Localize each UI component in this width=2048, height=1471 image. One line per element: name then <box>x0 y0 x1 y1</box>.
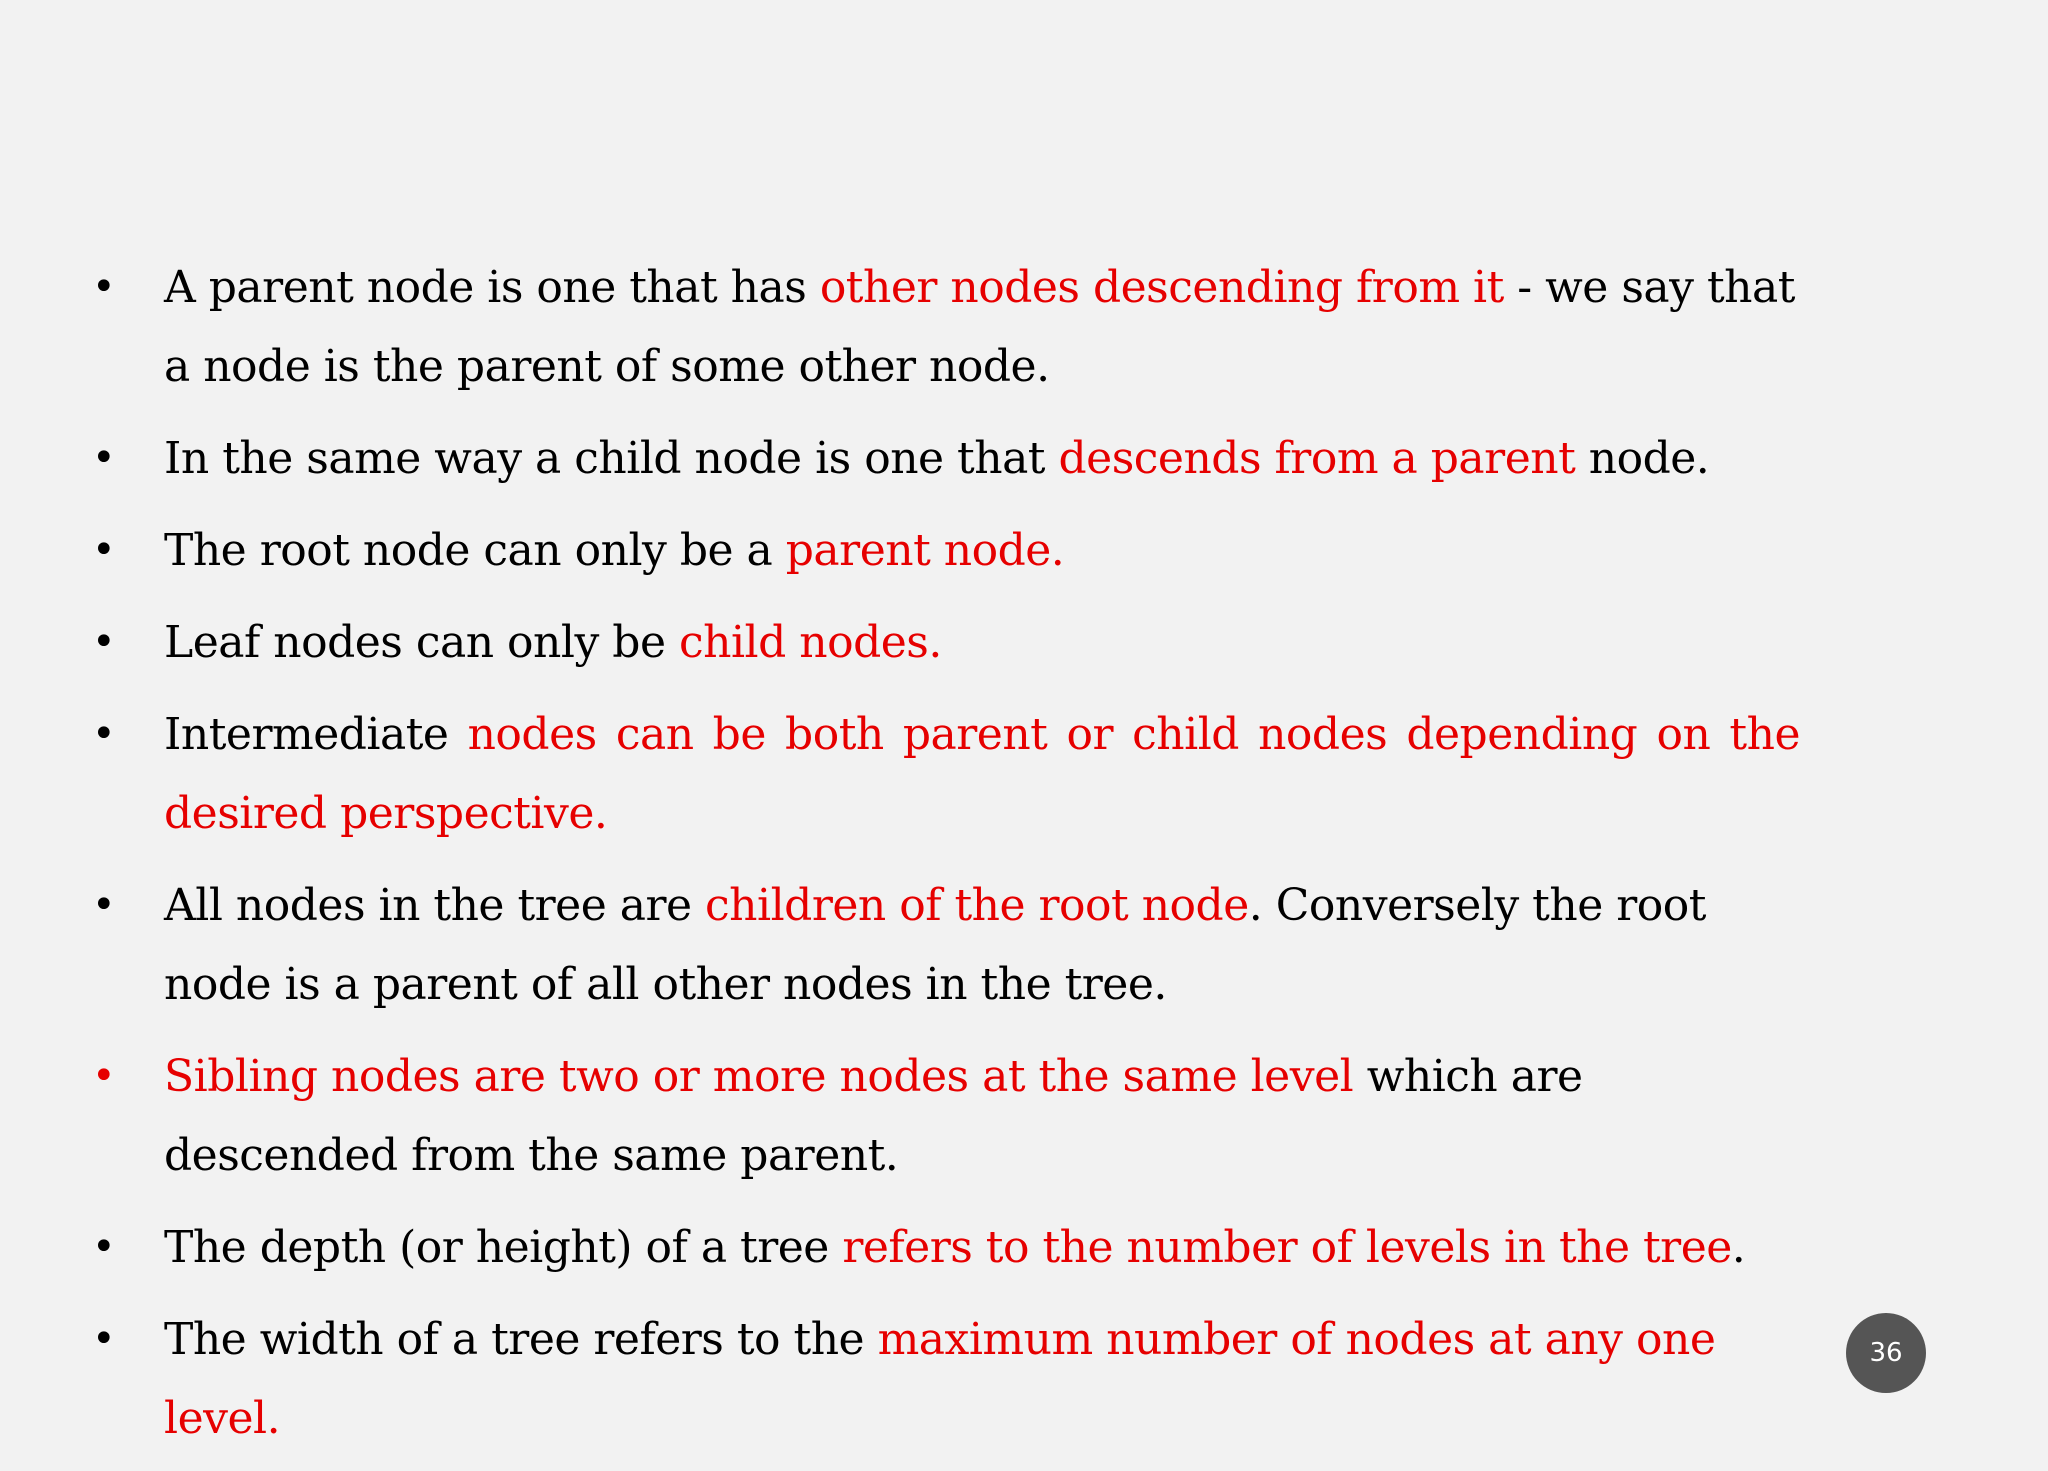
bullet-item-intermediate-nodes <box>90 695 1800 853</box>
bullet-item-parent-node <box>90 248 1800 406</box>
bullet-text: All nodes in the tree are children of the root node. Conversely the root node is a parent of all other nodes in the tree. <box>164 880 1706 1010</box>
bullet-item-child-node <box>90 419 1800 498</box>
bullet-item-leaf-nodes <box>90 603 1800 682</box>
bullet-marker: • <box>92 882 116 928</box>
bullet-item-tree-width <box>90 1300 1800 1458</box>
bullet-item-sibling-nodes <box>90 1037 1800 1195</box>
bullet-item-tree-depth <box>90 1208 1800 1287</box>
bullet-marker: • <box>92 1053 116 1099</box>
bullet-text: Leaf nodes can only be child nodes. <box>164 617 942 668</box>
bullet-item-root-node <box>90 511 1800 590</box>
bullet-marker: • <box>92 435 116 481</box>
bullet-text: Intermediate nodes can be both parent or child nodes depending on the desired perspective. <box>164 709 1800 839</box>
page-number: 36 <box>1869 1338 1903 1368</box>
bullet-text: A parent node is one that has other nodes descending from it - we say that a node is the parent of some other node. <box>164 262 1795 392</box>
bullet-text: The width of a tree refers to the maximum number of nodes at any one level. <box>164 1314 1716 1444</box>
bullet-text: The depth (or height) of a tree refers to the number of levels in the tree. <box>164 1222 1746 1273</box>
bullet-marker: • <box>92 1224 116 1270</box>
bullet-marker: • <box>92 264 116 310</box>
page-number-badge <box>1846 1313 1926 1393</box>
bullet-item-all-nodes <box>90 866 1800 1024</box>
bullet-marker: • <box>92 711 116 757</box>
bullet-marker: • <box>92 619 116 665</box>
bullet-marker: • <box>92 1316 116 1362</box>
bullet-text: In the same way a child node is one that descends from a parent node. <box>164 433 1710 484</box>
bullet-marker: • <box>92 527 116 573</box>
slide-body <box>90 248 1800 1471</box>
bullet-text: The root node can only be a parent node. <box>164 525 1065 576</box>
bullet-text: Sibling nodes are two or more nodes at the same level which are descended from the same parent. <box>164 1051 1583 1181</box>
